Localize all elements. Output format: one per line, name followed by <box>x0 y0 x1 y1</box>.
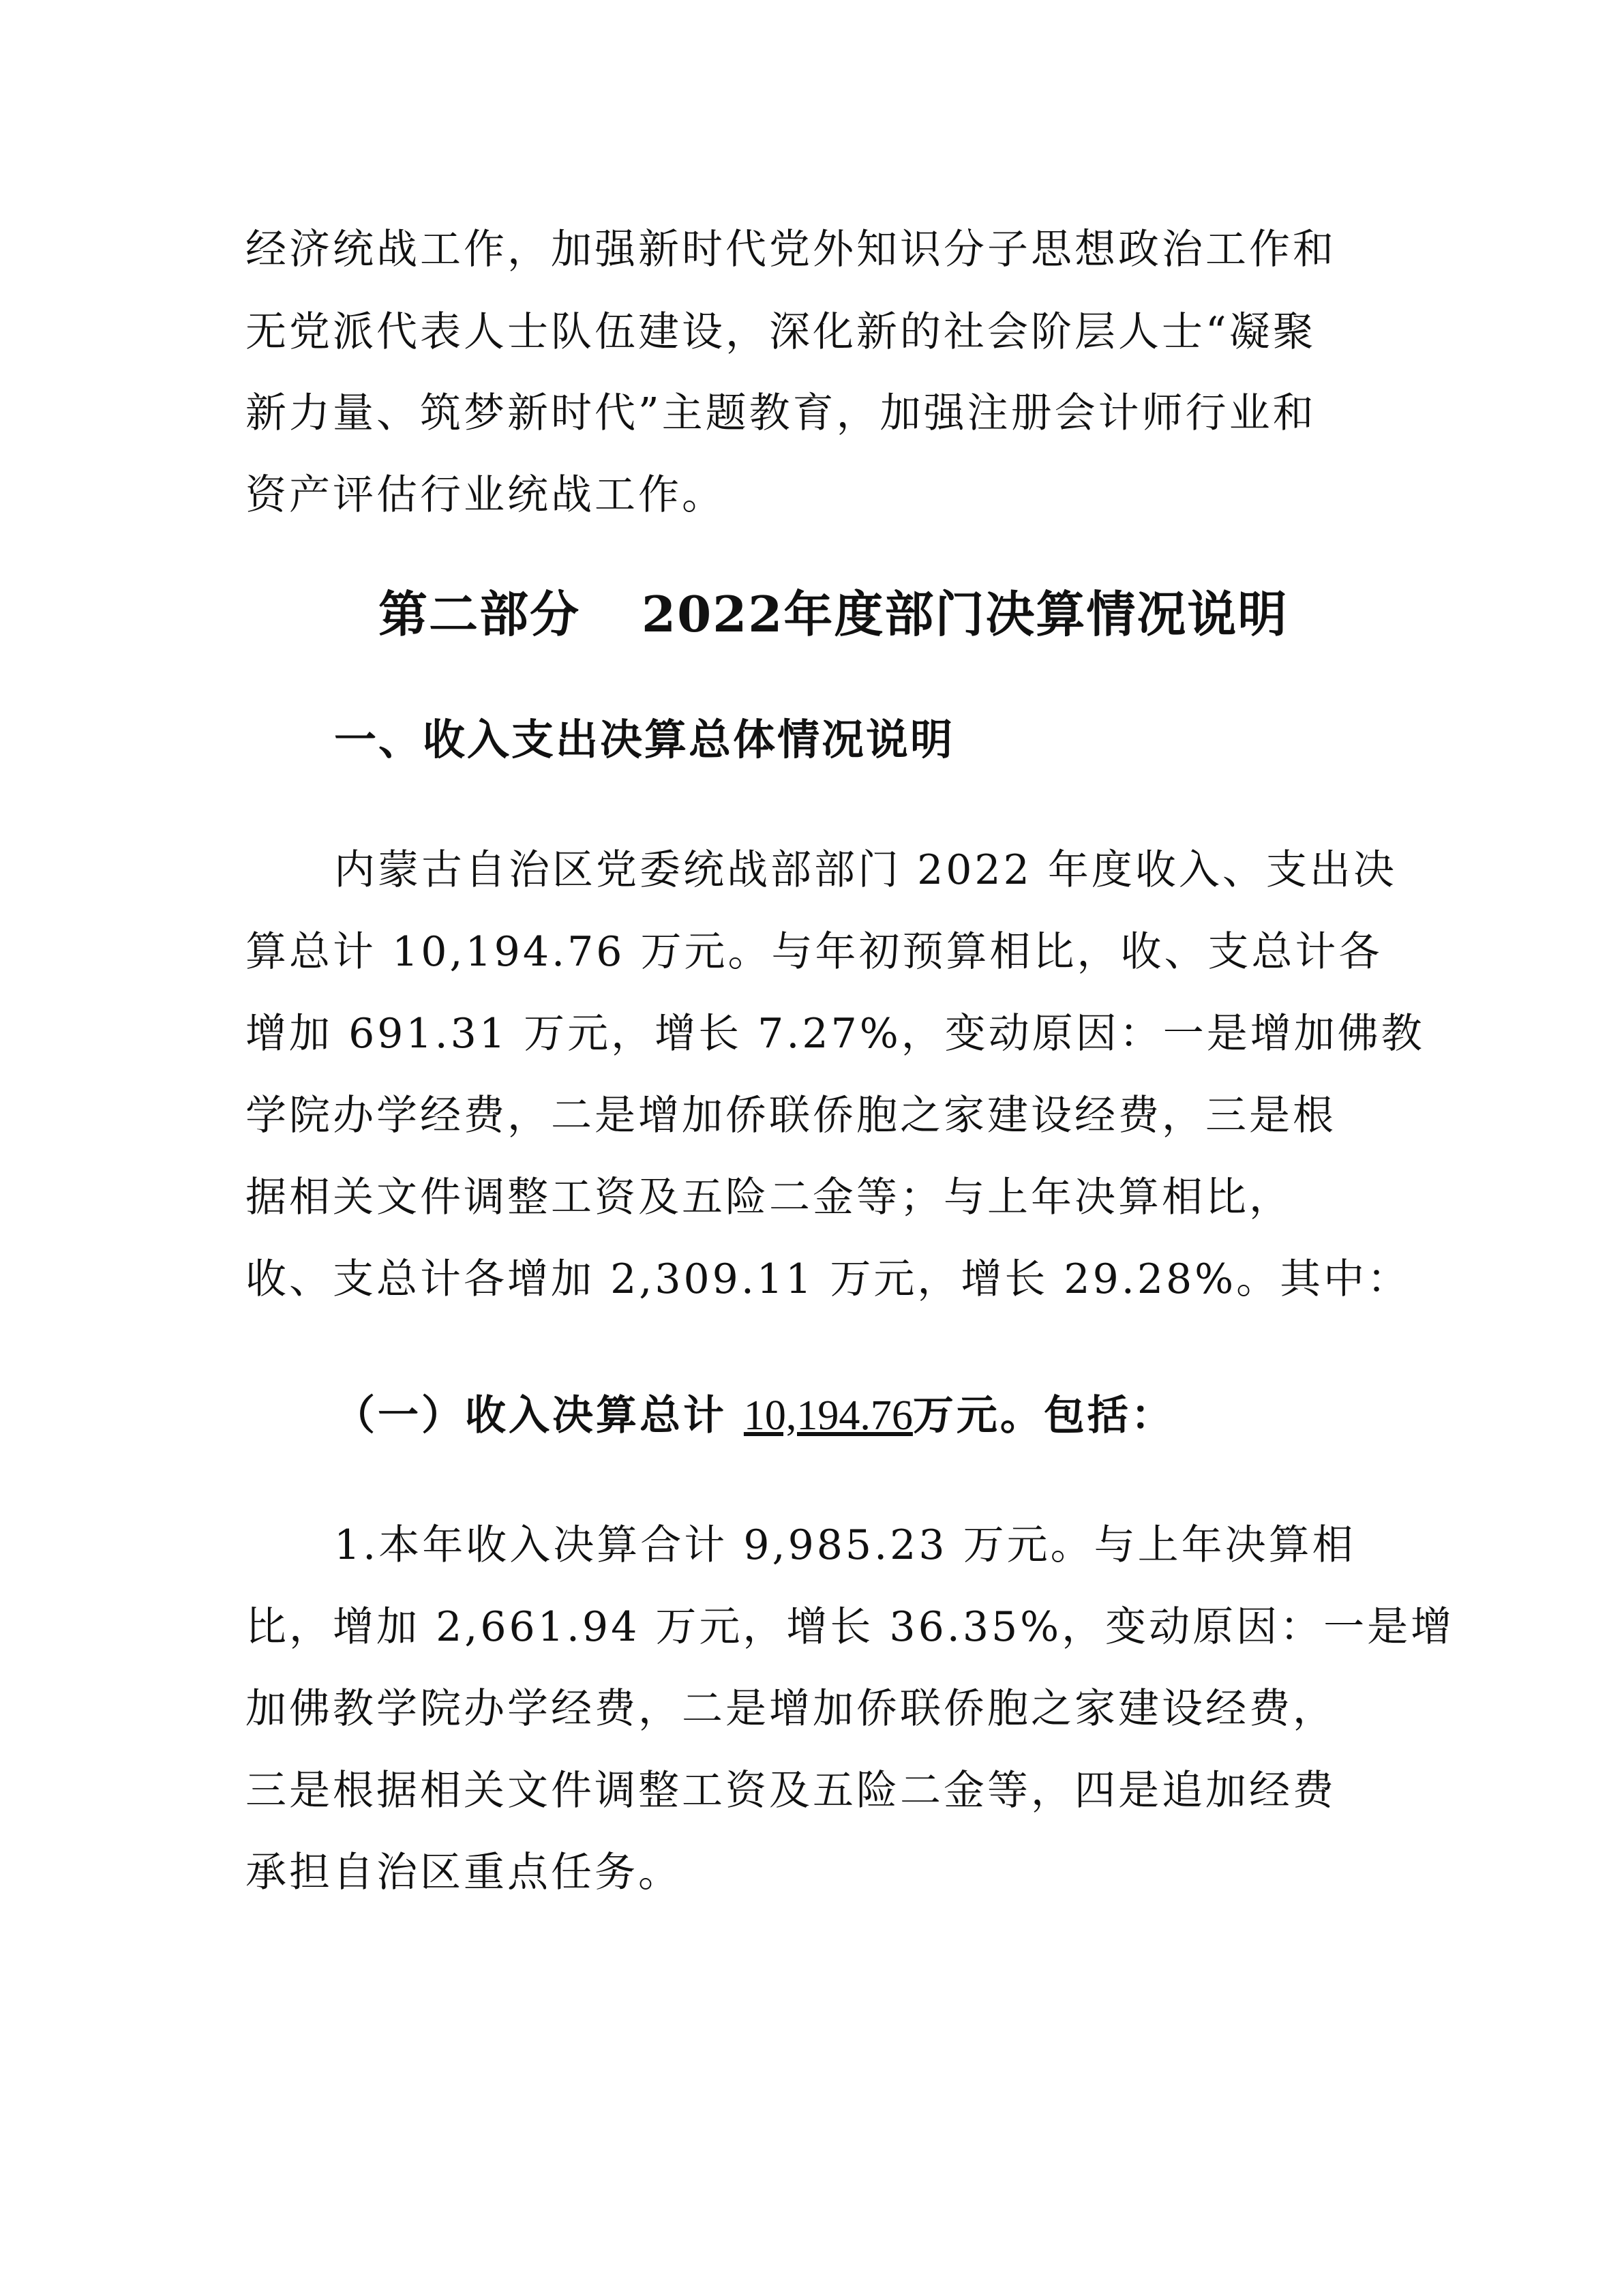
section-heading: 一、收入支出决算总体情况说明 <box>334 715 955 764</box>
item-1-line-1: 1.本年收入决算合计 9,985.23 万元。与上年决算相 <box>334 1521 1356 1569</box>
intro-line-2: 无党派代表人士队伍建设，深化新的社会阶层人士“凝聚 <box>245 308 1317 356</box>
subsection-heading-suffix: 万元。包括： <box>912 1392 1175 1440</box>
section-1-line-3: 增加 691.31 万元，增长 7.27%，变动原因：一是增加佛教 <box>245 1010 1425 1058</box>
subsection-heading <box>334 1388 1175 1443</box>
intro-line-1: 经济统战工作，加强新时代党外知识分子思想政治工作和 <box>245 226 1336 273</box>
intro-line-4: 资产评估行业统战工作。 <box>245 471 725 519</box>
section-1-line-6: 收、支总计各增加 2,309.11 万元，增长 29.28%。其中： <box>245 1255 1411 1303</box>
item-1-line-3: 加佛教学院办学经费，二是增加侨联侨胞之家建设经费， <box>245 1685 1336 1733</box>
item-1-line-5: 承担自治区重点任务。 <box>245 1849 682 1896</box>
item-1-line-4: 三是根据相关文件调整工资及五险二金等，四是追加经费 <box>245 1767 1336 1815</box>
subsection-heading-amount: 10,194.76 <box>743 1392 913 1439</box>
item-1-line-2: 比，增加 2,661.94 万元，增长 36.35%，变动原因：一是增 <box>245 1603 1455 1651</box>
section-1-line-5: 据相关文件调整工资及五险二金等；与上年决算相比， <box>245 1174 1293 1221</box>
section-1-line-4: 学院办学经费，二是增加侨联侨胞之家建设经费，三是根 <box>245 1092 1336 1139</box>
section-1-line-2: 算总计 10,194.76 万元。与年初预算相比，收、支总计各 <box>245 928 1383 976</box>
subsection-heading-prefix: （一）收入决算总计 <box>334 1392 744 1440</box>
part-heading <box>378 584 1288 645</box>
part-title: 2022年度部门决算情况说明 <box>642 585 1289 643</box>
part-label: 第二部分 <box>378 585 581 643</box>
section-1-line-1: 内蒙古自治区党委统战部部门 2022 年度收入、支出决 <box>334 846 1397 894</box>
intro-line-3: 新力量、筑梦新时代”主题教育，加强注册会计师行业和 <box>245 389 1317 437</box>
